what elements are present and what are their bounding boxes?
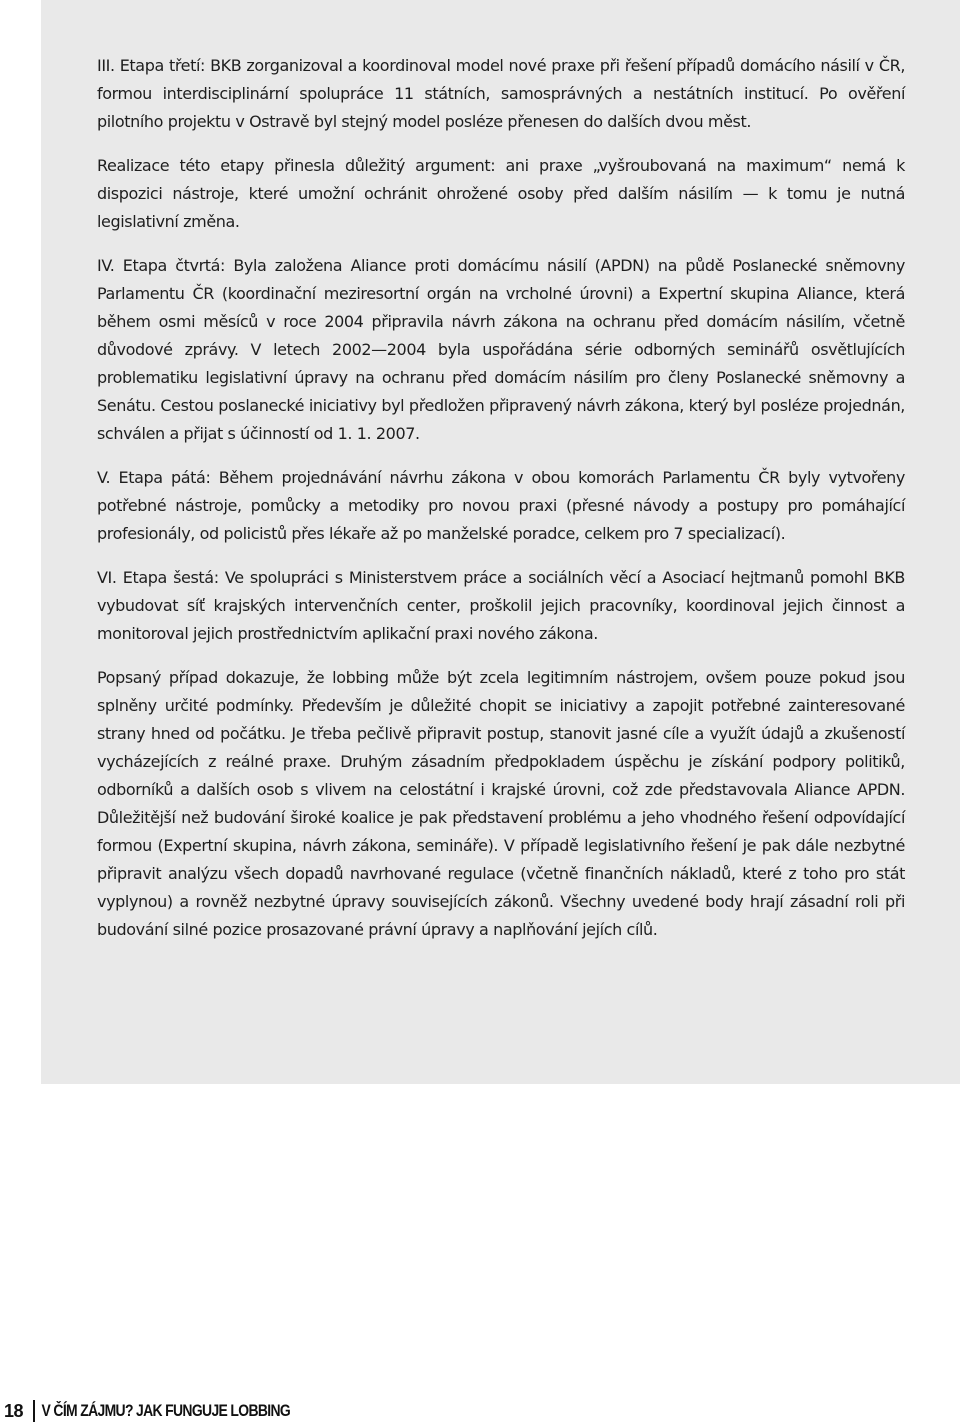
page-footer xyxy=(0,1396,400,1426)
paragraph-etapa-treti: III. Etapa třetí: BKB zorganizoval a koordinoval model nové praxe při řešení případů domácího násilí v ČR, formou interdisciplinární spolupráce 11 státních, samosprávných a nestátních institucí. Po ověření pilotního projektu v Ostravě byl stejný model posléze přenesen do dalších dvou měst. xyxy=(97,56,905,131)
paragraph-conclusion: Popsaný případ dokazuje, že lobbing může být zcela legitimním nástrojem, ovšem pouze pokud jsou splněny určité podmínky. Především je důležité chopit se iniciativy a zapojit potřebné zainteresované strany hned od počátku. Je třeba pečlivě připravit postup, stanovit jasné cíle a využít údajů a zkušeností vycházejících z reálné praxe. Druhým zásadním předpokladem úspěchu je získání podpory politiků, odborníků a dalších osob s vlivem na celostátní i krajské úrovni, což zde představovala Aliance APDN. Důležitější než budování široké koalice je pak představení problému a jeho vhodného řešení odpovídající formou (Expertní skupina, návrh zákona, semináře). V případě legislativního řešení je pak dále nezbytné připravit analýzu všech dopadů navrhované regulace (včetně finančních nákladů, které z toho pro stát vyplynou) a rovněž nezbytné úpravy souvisejících zákonů. Všechny uvedené body hrají zásadní roli při budování silné pozice prosazované právní úpravy a naplňování jejích cílů. xyxy=(97,668,905,939)
paragraph-realizace: Realizace této etapy přinesla důležitý argument: ani praxe „vyšroubovaná na maximum“ nemá k dispozici nástroje, které umožní ochránit ohrožené osoby před dalším násilím — k tomu je nutná legislativní změna. xyxy=(97,156,905,231)
body-text xyxy=(97,52,905,960)
paragraph-etapa-ctvrta: IV. Etapa čtvrtá: Byla založena Aliance proti domácímu násilí (APDN) na půdě Poslanecké sněmovny Parlamentu ČR (koordinační meziresortní orgán na vrcholné úrovni) a Expertní skupina Aliance, která během osmi měsíců v roce 2004 připravila návrh zákona na ochranu před domácím násilím, včetně důvodové zprávy. V letech 2002—2004 byla uspořádána série odborných seminářů osvětlujících problematiku legislativní úpravy na ochranu před domácím násilím pro členy Poslanecké sněmovny a Senátu. Cestou poslanecké iniciativy byl předložen připravený návrh zákona, který byl posléze projednán, schválen a přijat s účinností od 1. 1. 2007. xyxy=(97,256,905,443)
running-title: V ČÍM ZÁJMU? JAK FUNGUJE LOBBING xyxy=(41,1401,291,1420)
page-number: 18 xyxy=(0,1400,35,1422)
paragraph-etapa-sesta: VI. Etapa šestá: Ve spolupráci s Ministerstvem práce a sociálních věcí a Asociací hejtmanů pomohl BKB vybudovat síť krajských intervenčních center, proškolil jejich pracovníky, koordinoval jejich činnost a monitoroval jejich prostřednictvím aplikační praxi nového zákona. xyxy=(97,568,905,643)
paragraph-etapa-pata: V. Etapa pátá: Během projednávání návrhu zákona v obou komorách Parlamentu ČR byly vytvořeny potřebné nástroje, pomůcky a metodiky pro novou praxi (přesné návody a postupy pro pomáhající profesionály, od policistů přes lékaře až po manželské poradce, celkem pro 7 specializací). xyxy=(97,468,905,543)
